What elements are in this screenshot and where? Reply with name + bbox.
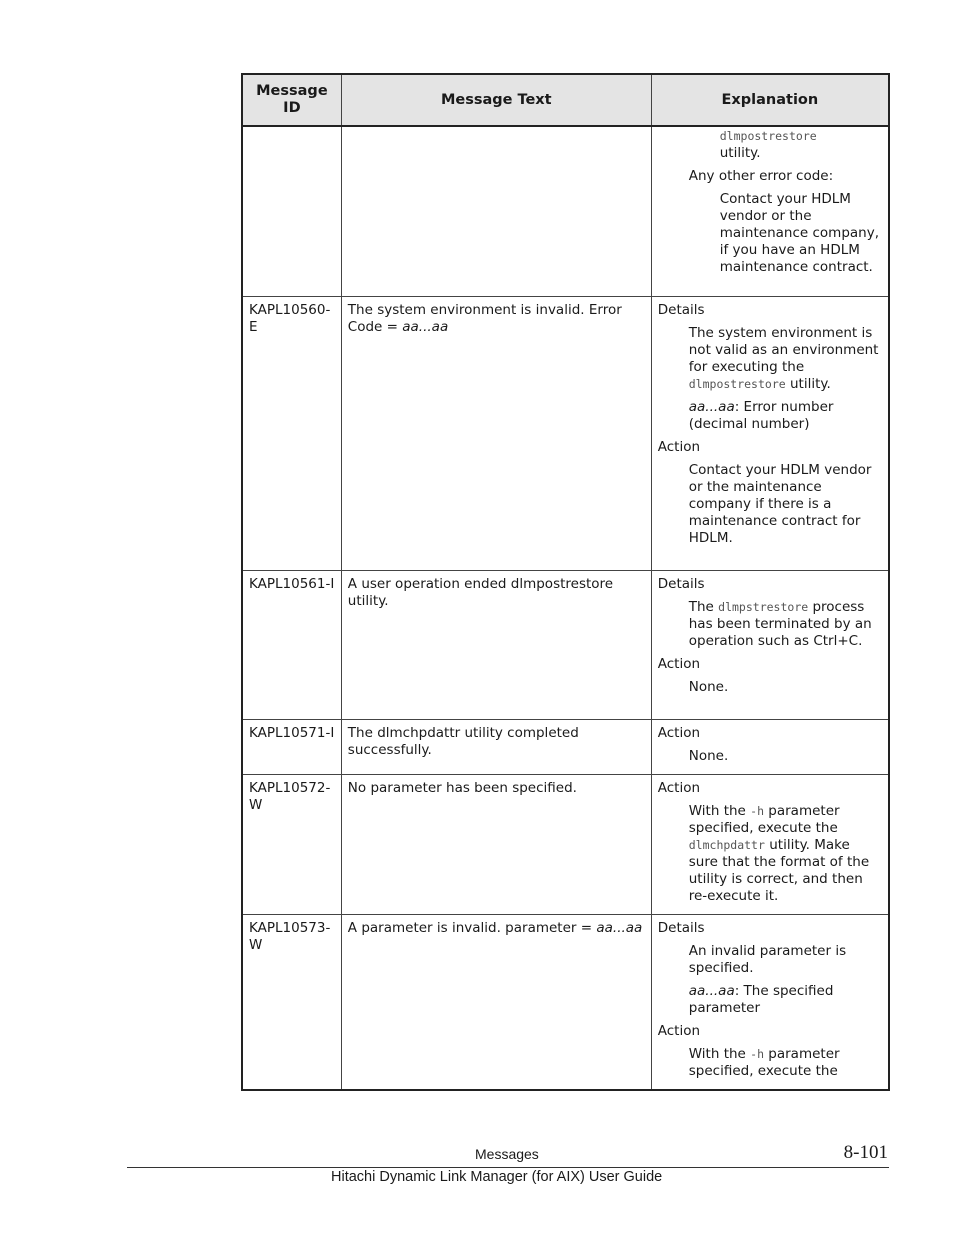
message-text-cell: A user operation ended dlmpostrestore utility. [341, 570, 651, 719]
table-row [242, 570, 889, 719]
table-row [242, 719, 889, 774]
message-table [241, 73, 890, 1091]
header-message-id: Message ID [242, 74, 341, 126]
header-explanation: Explanation [651, 74, 889, 126]
explanation-cell: Details The system environment is not valid as an environment for executing the dlmpostrestore utility. aa...aa: Error number (decimal number) Action Contact your HDLM vendor or the maintenance company if there is a maintenance contract for HDLM. [651, 296, 889, 570]
command-name: dlmpostrestore [719, 129, 817, 143]
message-id-cell: KAPL10572-W [242, 774, 341, 914]
header-message-text: Message Text [341, 74, 651, 126]
explanation-cell: Action With the -h parameter specified, execute the dlmchpdattr utility. Make sure that the format of the utility is correct, and then re-execute it. [651, 774, 889, 914]
option-flag: -h [750, 803, 764, 818]
explanation-cell: dlmpostrestore utility. Any other error code: Contact your HDLM vendor or the maintenance company, if you have an HDLM maintenance contract. [651, 126, 889, 296]
message-text-cell [341, 126, 651, 296]
message-text-cell: A parameter is invalid. parameter = aa...aa [341, 914, 651, 1090]
table-row [242, 296, 889, 570]
table-header-row [242, 74, 889, 126]
footer-section: Messages [475, 1146, 539, 1162]
message-id-cell: KAPL10573-W [242, 914, 341, 1090]
command-name: dlmchpdattr [688, 837, 765, 852]
explanation-cell: Action None. [651, 719, 889, 774]
footer-divider [127, 1167, 889, 1168]
explanation-cell: Details The dlmpstrestore process has been terminated by an operation such as Ctrl+C. Action None. [651, 570, 889, 719]
message-id-cell [242, 126, 341, 296]
page-number: 8-101 [843, 1142, 888, 1163]
footer-title: Hitachi Dynamic Link Manager (for AIX) User Guide [331, 1169, 663, 1185]
table-row [242, 126, 889, 296]
message-id-cell: KAPL10560-E [242, 296, 341, 570]
command-name: dlmpstrestore [718, 599, 809, 614]
table-row [242, 774, 889, 914]
message-text-cell: The dlmchpdattr utility completed successfully. [341, 719, 651, 774]
option-flag: -h [750, 1046, 764, 1061]
message-id-cell: KAPL10561-I [242, 570, 341, 719]
message-text-cell: The system environment is invalid. Error Code = aa...aa [341, 296, 651, 570]
message-text-cell: No parameter has been specified. [341, 774, 651, 914]
message-id-cell: KAPL10571-I [242, 719, 341, 774]
explanation-cell: Details An invalid parameter is specified. aa...aa: The specified parameter Action With the -h parameter specified, execute the [651, 914, 889, 1090]
command-name: dlmpostrestore [688, 376, 786, 391]
table-row [242, 914, 889, 1090]
